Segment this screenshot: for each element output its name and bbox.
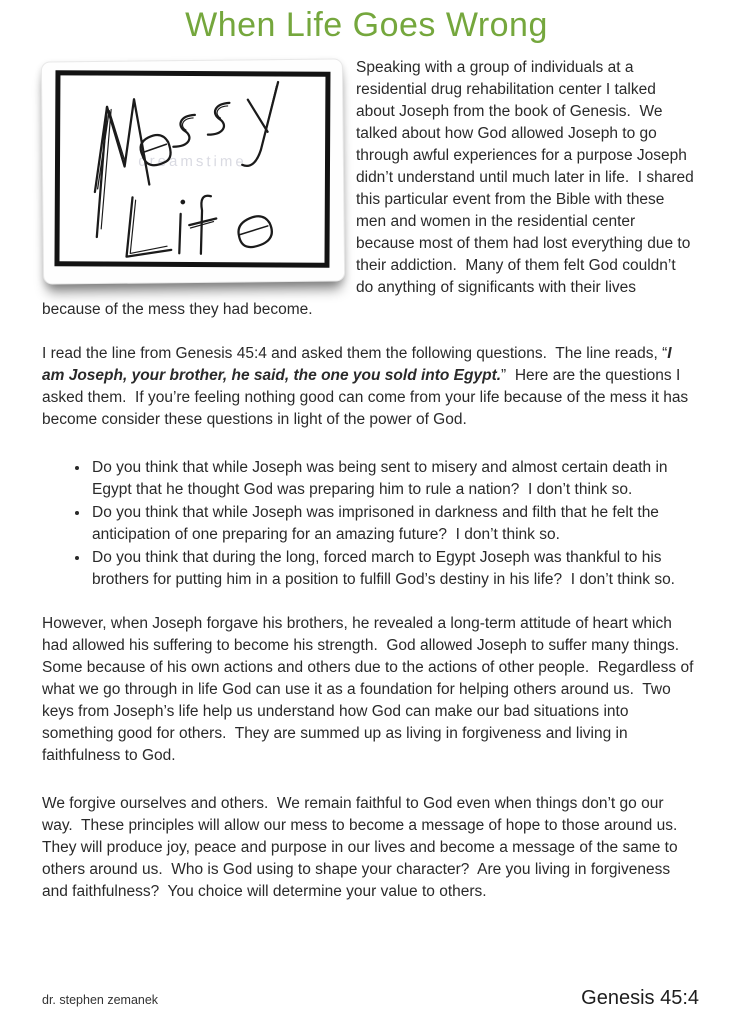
- quote-paragraph: [42, 343, 697, 431]
- quote-prefix: I read the line from Genesis 45:4 and asked them the following questions. The line reads, “: [42, 345, 668, 362]
- page-footer: [42, 987, 699, 1010]
- author-name: dr. stephen zemanek: [42, 993, 159, 1007]
- intro-paragraph: Speaking with a group of individuals at a residential drug rehabilitation center I talked about Joseph from the book of Genesis. We talked about how God allowed Joseph to go through awful experiences for a purpose Joseph didn’t understand until much later in life. I shared this particular event from the Bible with these men and women in the residential center because most of them had lost everything due to their addiction. Many of them felt God couldn’t do anything of significants with their lives because of the mess they had become.: [42, 59, 699, 318]
- sketch-frame: [54, 70, 330, 267]
- intro-section: [42, 57, 697, 321]
- body-paragraph-closing: We forgive ourselves and others. We remain faithful to God even when things don’t go our way. These principles will allow our mess to become a message of hope to those around us. They will produce joy, peace and purpose in our lives and become a message of the same to others around us. Who is God using to shape your character? Are you living in forgiveness and faithfulness? You choice will determine your value to others.: [42, 795, 686, 900]
- question-list: [42, 457, 697, 591]
- quote-suffix: ” Here are the questions I asked them. If you’re feeling nothing good can come from your life because of the mess it has become consider these questions in light of the power of God.: [42, 367, 693, 428]
- body-paragraph-forgiveness: However, when Joseph forgave his brothers, he revealed a long-term attitude of heart which had allowed his suffering to become his strength. God allowed Joseph to suffer many things. Some because of his own actions and others due to the actions of other people. Regardless of what we go through in life God can use it as a foundation for helping others around us. Two keys from Joseph’s life help us understand how God can make our bad situations into something good for others. They are summed up as living in forgiveness and living in faithfulness to God.: [42, 615, 698, 764]
- messy-life-image: [41, 58, 345, 284]
- list-item: • Do you think that during the long, forced march to Egypt Joseph was thankful to his brothers for putting him in a position to fulfill God’s destiny in his life? I don’t think so.: [90, 547, 697, 591]
- scripture-quote: I am Joseph, your brother, he said, the one you sold into Egypt.: [42, 345, 676, 384]
- list-item: • Do you think that while Joseph was being sent to misery and almost certain death in Egypt that he thought God was preparing him to rule a nation? I don’t think so.: [90, 457, 697, 501]
- messy-life-sketch: [59, 75, 325, 262]
- watermark-text: dreamstime: [138, 152, 247, 170]
- page-title: When Life Goes Wrong: [185, 6, 548, 44]
- list-item: • Do you think that while Joseph was imprisoned in darkness and filth that he felt the anticipation of one preparing for an amazing future? I don’t think so.: [90, 502, 697, 546]
- document-body: [42, 57, 697, 903]
- scripture-reference: Genesis 45:4: [581, 987, 699, 1009]
